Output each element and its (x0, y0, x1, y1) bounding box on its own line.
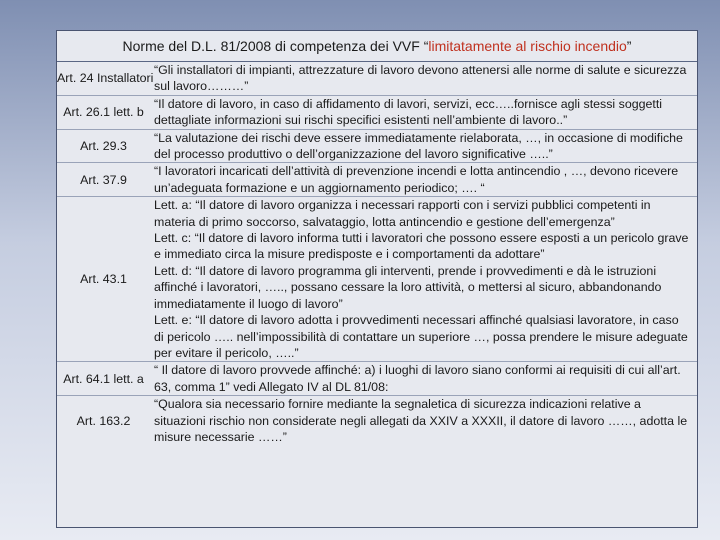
article-cell: Art. 26.1 lett. b (57, 95, 152, 129)
table-row (57, 129, 697, 163)
table-row (57, 95, 697, 129)
text-cell: “ Il datore di lavoro provvede affinché: a) i luoghi di lavoro siano conformi ai requisiti di cui all’art. 63, comma 1” vedi Allegato IV al DL 81/08: (152, 362, 697, 396)
slide-frame (56, 30, 698, 528)
table-row (57, 362, 697, 396)
article-cell: Art. 43.1 (57, 197, 152, 362)
article-cell: Art. 163.2 (76, 413, 131, 428)
title-prefix: Norme del D.L. 81/2008 di competenza dei VVF “ (122, 38, 429, 54)
table-row (57, 197, 697, 362)
table-row (57, 62, 697, 95)
text-cell: “I lavoratori incaricati dell’attività di prevenzione incendi e lotta antincendio , …, devono ricevere un’adeguata formazione e un aggiornamento periodico; …. “ (152, 163, 697, 197)
title-highlight: limitatamente al rischio incendio (428, 38, 627, 54)
text-cell: “Il datore di lavoro, in caso di affidamento di lavori, servizi, ecc…..fornisce agli stessi soggetti dettagliate informazioni sui rischi specifici esistenti nell’ambiente di lavoro..” (152, 95, 697, 129)
page-title (57, 31, 697, 62)
article-cell: Art. 37.9 (57, 163, 152, 197)
table-row (57, 163, 697, 197)
text-cell: “Gli installatori di impianti, attrezzature di lavoro devono attenersi alle norme di salute e sicurezza sul lavoro………” (152, 62, 697, 95)
article-cell: Art. 24 Installatori (57, 62, 152, 95)
text-cell: Lett. a: “Il datore di lavoro organizza i necessari rapporti con i servizi pubblici competenti in materia di primo soccorso, salvataggio, lotta antincendio e gestione dell’emergenza” Lett. c: “Il datore di lavoro informa tutti i lavoratori che possono essere esposti a un pericolo grave e immediato circa la misure predisposte e i comportamenti da adottare” Lett. d: “Il datore di lavoro programma gli interventi, prende i provvedimenti e dà le istruzioni affinché i lavoratori, ….., possano cessare la loro attività, o mettersi al sicuro, abbandonando immediatamente il luogo di lavoro” Lett. e: “Il datore di lavoro adotta i provvedimenti necessari affinché qualsiasi lavoratore, in caso di pericolo ….. nell’impossibilità di contattare un superiore …, possa prendere le misure adeguate per evitare il pericolo, …..” (152, 197, 697, 362)
norms-table (57, 62, 697, 445)
text-cell: “Qualora sia necessario fornire mediante la segnaletica di sicurezza indicazioni relative a situazioni rischio non considerate negli allegati da XXIV a XXXII, il datore di lavoro ……, adotta le misure necessarie ……” (154, 397, 688, 444)
table-row (57, 396, 697, 446)
text-cell: “La valutazione dei rischi deve essere immediatamente rielaborata, …, in occasione di modifiche del processo produttivo o dell’organizzazione del lavoro significative …..” (152, 129, 697, 163)
title-suffix: ” (626, 38, 632, 54)
article-cell: Art. 29.3 (57, 129, 152, 163)
article-cell: Art. 64.1 lett. a (57, 362, 152, 396)
